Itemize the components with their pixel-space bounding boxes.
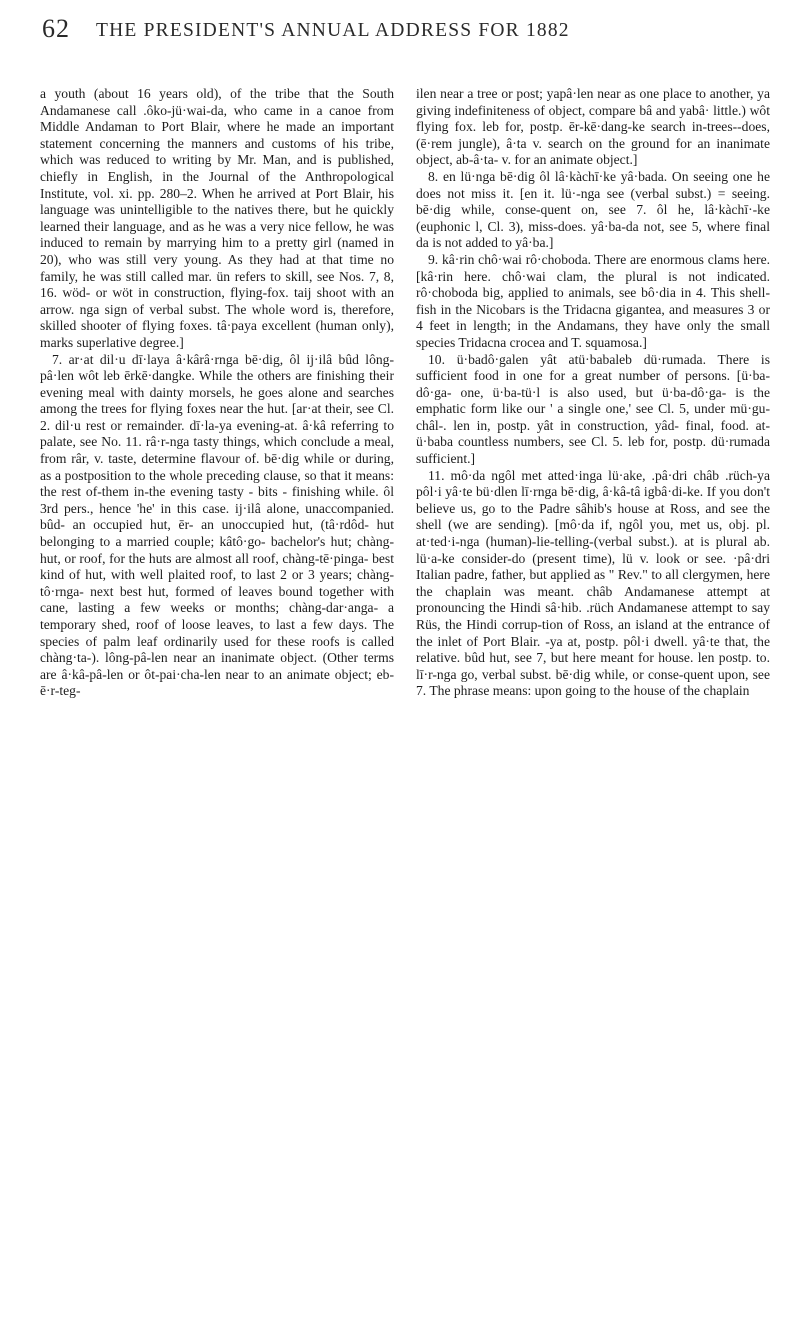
paragraph: ilen near a tree or post; yapâ·len near as one place to another, ya giving indefiniteness of object, compare bâ and yabâ· little.) wôt flying fox. leb for, postp. ēr-kē·dang-ke search in-trees--does, (ē·rem jungle), â·ta v. search on the ground for an inanimate object, ab-â·ta- v. for an animate object.]: [416, 86, 770, 168]
right-column: [416, 86, 770, 700]
paragraph: 11. mô·da ngôl met atted·inga lü·ake, .pâ·dri châb .rüch-ya pôl·i yâ·te bü·dlen lī·rnga bē·dig, â·kâ-tâ igbâ·di-ke. If you don't believe us, go to the Padre sâhib's house at Ross, and see the shell (we are sending). [mô·da if, ngôl you, met us, obj. pl. at·ted·i-nga (human)-lie-telling-(verbal subst.). at is plural ab. lü·a-ke consider-do (present time), lü v. look or see. ·pâ·dri Italian padre, father, but applied as " Rev." to all clergymen, here the chaplain was meant. châb Andamanese attempt at pronouncing the Hindi sâ·hib. .rüch Andamanese attempt to say Rüs, the Hindi corrup-tion of Ross, an island at the entrance of the inlet of Port Blair. -ya at, postp. pôl·i dwell. yâ·te that, the relative. bûd hut, see 7, but here meant for house. len postp. to. lī·r-nga go, verbal subst. bē·dig while, or conse-quent upon, see 7. The phrase means: upon going to the house of the chaplain: [416, 467, 770, 699]
paragraph: 8. en lü·nga bē·dig ôl lâ·kàchī·ke yâ·bada. On seeing one he does not miss it. [en it. lü·-nga see (verbal subst.) = seeing. bē·dig while, conse-quent on, see 7. ôl he, lâ·kàchī·-ke (euphonic l, Cl. 3), miss-does. yâ·ba-da not, see 5, where final da is not added to yâ·ba.]: [416, 168, 770, 251]
page-number: 62: [42, 14, 70, 43]
paragraph: 10. ü·badô·galen yât atü·babaleb dü·rumada. There is sufficient food in one for a great number of persons. [ü·ba-dô·ga- one, ü·ba-tü·l is also used, but ü·ba-dô·ga- is the emphatic form like our ' a single one,' see Cl. 5, under mü·gu-châl-. len in, postp. yât in construction, yâd- final, food. at-ü·baba countless numbers, see Cl. 5. leb for, postp. dü·rumada sufficient.]: [416, 351, 770, 467]
paragraph: 7. ar·at dil·u dī·laya â·kârâ·rnga bē·dig, ôl ij·ilâ bûd lông-pâ·len wôt leb ērkē·dangke. While the others are finishing their evening meal with dainty morsels, he goes alone and searches among the trees for flying foxes near the hut. [ar·at their, see Cl. 2. dil·u rest or remainder. dī·la-ya evening-at. â·kâ referring to palate, see No. 11. râ·r-nga tasty things, which conclude a meal, from râr, v. taste, determine flavour of. bē·dig while or during, as a postposition to the whole preceding clause, so that it means: the rest of-them in-the evening tasty - bits - finishing while. ôl 3rd pers., hence 'he' in this case. ij·ilâ alone, unaccompanied. bûd- an occupied hut, ēr- an unoccupied hut, (tâ·rdôd- hut belonging to a married couple; kâtô·go- bachelor's hut; chàng- hut, or roof, for the huts are almost all roof, chàng-tē·pinga- best kind of hut, with well plaited roof, to last 2 or 3 years; chàng-tô·rnga- next best hut, formed of leaves bound together with cane, lasting a few weeks or months; chàng-dar·anga- a temporary shed, roof of loose leaves, to last a few days. The species of palm leaf ordinarily used for these roofs is called chàng·ta-). lông-pâ-len near an inanimate object. (Other terms are â·kâ-pâ-len or ôt-pai·cha-len near to an animate object; eb-ē·r-teg-: [40, 351, 394, 699]
running-title: THE PRESIDENT'S ANNUAL ADDRESS FOR 1882: [96, 20, 570, 41]
left-column: [40, 86, 394, 700]
paragraph: a youth (about 16 years old), of the tribe that the South Andamanese call .ôko-jü·wai-da, who came in a canoe from Middle Andaman to Port Blair, where he made an important statement concerning the manners and customs of his tribe, which was reduced to writing by Mr. Man, and is published, chiefly in English, in the Journal of the Anthropological Institute, vol. xi. pp. 280–2. When he arrived at Port Blair, his language was unintelligible to the natives there, but he quickly learned their language, and as he was a very nice fellow, he was induced to remain by marrying him to a pretty girl (named in 20), who was still very young. As they had at that time no family, he was still called mar. ün refers to skill, see Nos. 7, 8, 16. wöd- or wöt in construction, flying-fox. taij shoot with an arrow. nga sign of verbal subst. The whole word is, therefore, skilled shooter of flying foxes. tâ·paya excellent (human only), marks superlative degree.]: [40, 86, 394, 350]
page-header: [0, 0, 800, 62]
paragraph: 9. kâ·rin chô·wai rô·choboda. There are enormous clams here. [kâ·rin here. chô·wai clam, the plural is not indicated. rô·choboda big, applied to animals, see bô·dia in 4. This shell-fish in the Nicobars is the Tridacna gigantea, and measures 3 or 4 feet in length; in the Andamans, they have only the small species Tridacna crocea and T. squamosa.]: [416, 251, 770, 350]
